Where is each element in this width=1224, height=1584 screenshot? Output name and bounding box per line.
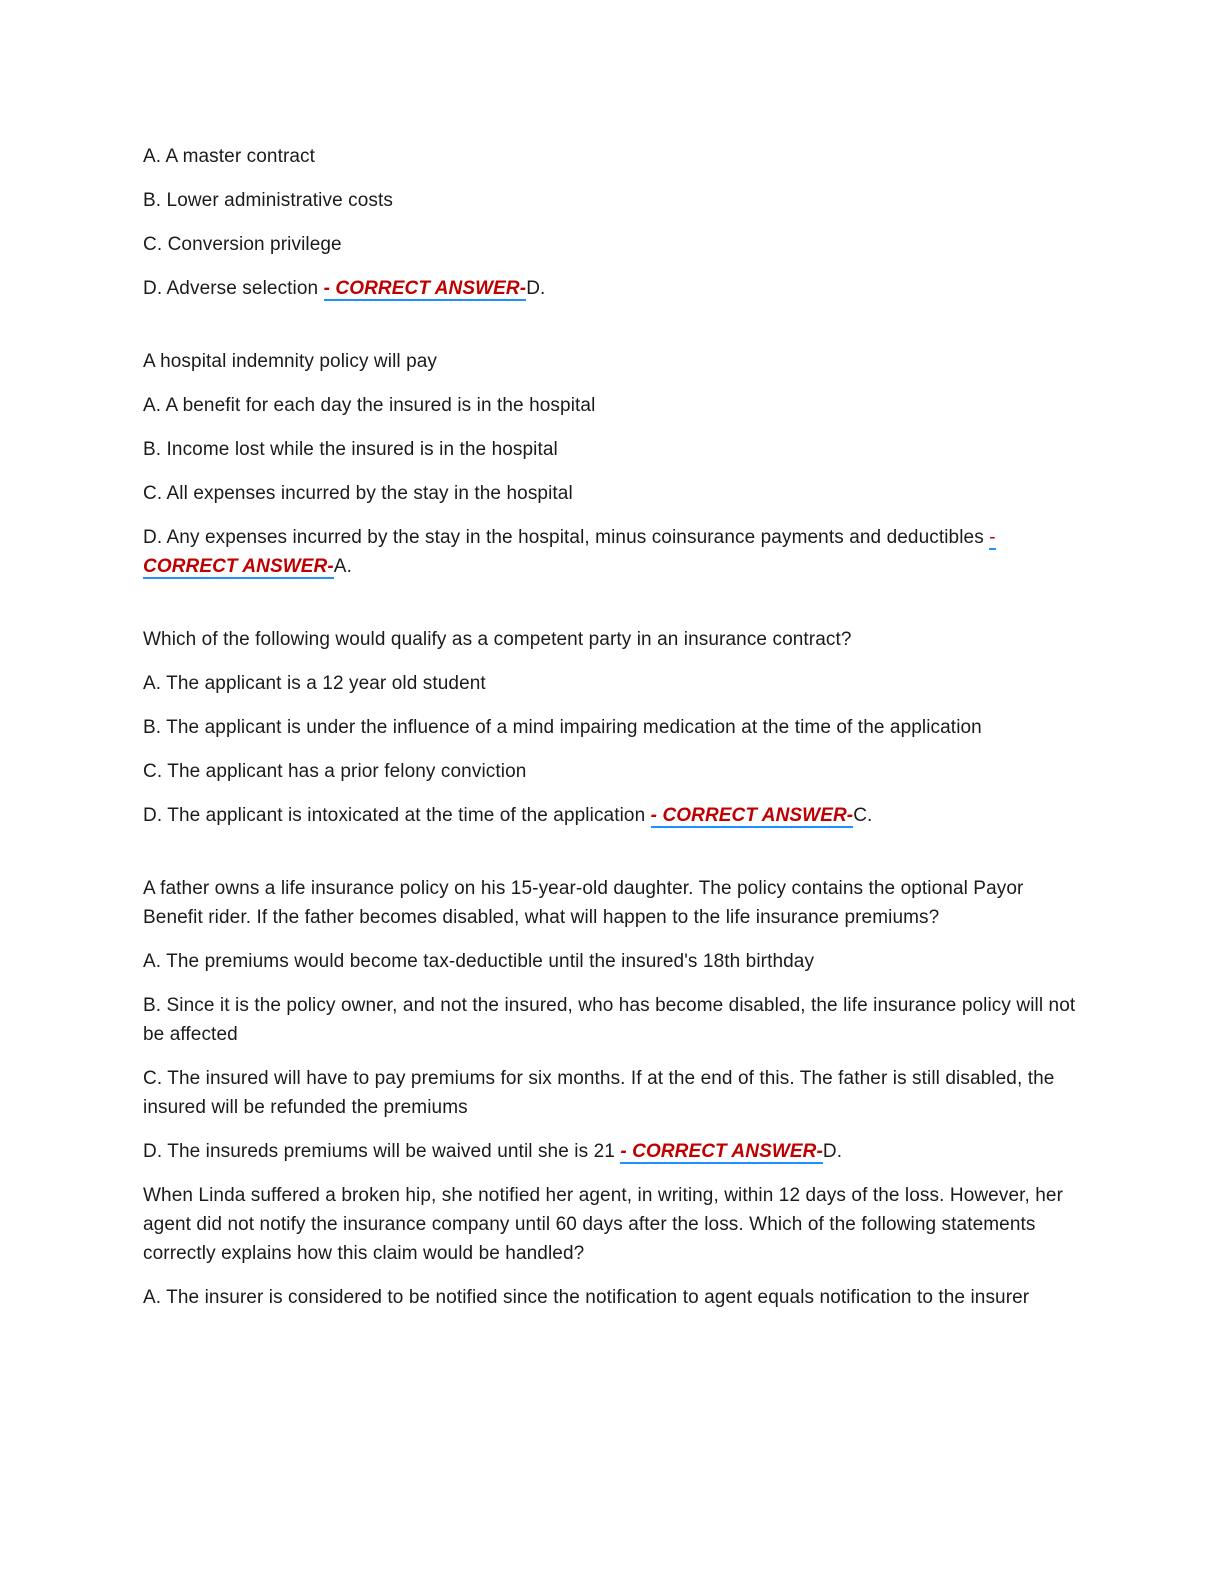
option-a: A. A master contract: [143, 146, 316, 167]
option-a: A. The insurer is considered to be notified since the notification to agent equals notification to the insurer: [143, 1287, 1030, 1308]
option-d: D. Any expenses incurred by the stay in the hospital, minus coinsurance payments and deductibles: [143, 527, 984, 548]
option-c: C. All expenses incurred by the stay in the hospital: [143, 483, 573, 504]
option-d-with-answer: [143, 523, 1078, 581]
option-c: C. Conversion privilege: [143, 234, 342, 255]
option-c: C. The insured will have to pay premiums for six months. If at the end of this. The father is still disabled, the insured will be refunded the premiums: [143, 1068, 1055, 1118]
option-d-with-answer: [143, 1137, 1078, 1166]
question-text: A hospital indemnity policy will pay: [143, 351, 438, 372]
correct-answer-marker: - CORRECT ANSWER-: [620, 1141, 823, 1162]
answer-letter: D.: [822, 1141, 843, 1162]
answer-letter: D.: [526, 278, 546, 299]
option-d: D. The insureds premiums will be waived until she is 21: [143, 1141, 615, 1162]
question-text: A father owns a life insurance policy on his 15-year-old daughter. The policy contains the optional Payor Benefit rider. If the father becomes disabled, what will happen to the life insurance premiums?: [143, 878, 1024, 928]
option-a: A. The premiums would become tax-deductible until the insured's 18th birthday: [143, 951, 815, 972]
option-a: A. A benefit for each day the insured is in the hospital: [143, 395, 596, 416]
correct-answer-marker: CORRECT ANSWER-: [143, 556, 334, 577]
answer-letter: C.: [853, 805, 873, 826]
option-d: D. The applicant is intoxicated at the time of the application: [143, 805, 646, 826]
answer-letter: A.: [333, 556, 352, 577]
correct-answer-marker: - CORRECT ANSWER-: [650, 805, 854, 826]
option-b: B. The applicant is under the influence of a mind impairing medication at the time of the application: [143, 717, 982, 738]
question-text: When Linda suffered a broken hip, she notified her agent, in writing, within 12 days of the loss. However, her agent did not notify the insurance company until 60 days after the loss. Which of the following statements correctly explains how this claim would be handled?: [143, 1185, 1064, 1264]
option-b: B. Lower administrative costs: [143, 190, 393, 211]
option-d-with-answer: [143, 801, 1078, 830]
option-c: C. The applicant has a prior felony conviction: [143, 761, 527, 782]
option-b: B. Since it is the policy owner, and not the insured, who has become disabled, the life insurance policy will not be affected: [143, 995, 1076, 1045]
correct-answer-dash: -: [989, 527, 996, 548]
document-body: [143, 142, 1078, 1312]
option-a: A. The applicant is a 12 year old student: [143, 673, 486, 694]
option-d: D. Adverse selection: [143, 278, 319, 299]
option-b: B. Income lost while the insured is in the hospital: [143, 439, 558, 460]
option-d-with-answer: [143, 274, 1078, 303]
correct-answer-marker: - CORRECT ANSWER-: [323, 278, 527, 299]
question-text: Which of the following would qualify as a competent party in an insurance contract?: [143, 629, 852, 650]
